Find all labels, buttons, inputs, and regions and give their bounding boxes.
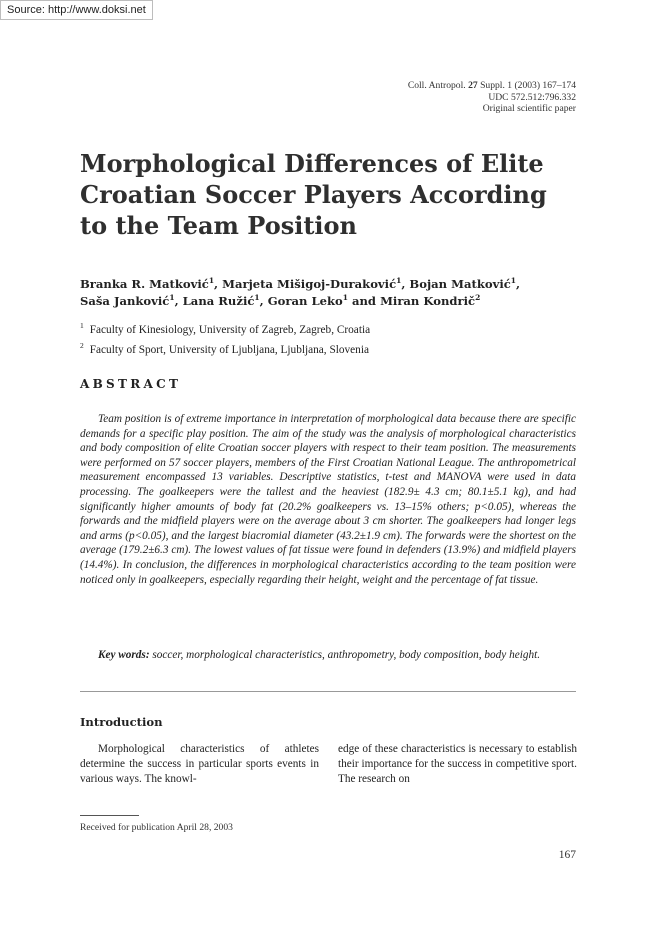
author-separator: , bbox=[401, 277, 410, 291]
affiliation-marker: 2 bbox=[475, 293, 481, 303]
udc-code: UDC 572.512:796.332 bbox=[488, 91, 576, 103]
author-separator: , bbox=[174, 294, 183, 308]
affiliation-text: Faculty of Sport, University of Ljubljana, Ljubljana, Slovenia bbox=[89, 344, 369, 357]
affiliation-marker: 1 bbox=[208, 276, 215, 286]
keywords bbox=[80, 648, 576, 663]
keywords-label: Key words: bbox=[98, 649, 150, 661]
affiliation-text: Faculty of Kinesiology, University of Zagreb, Zagreb, Croatia bbox=[89, 323, 371, 336]
author-name: Goran Leko bbox=[267, 294, 343, 308]
section-divider bbox=[80, 691, 576, 692]
author-separator: , bbox=[259, 294, 268, 308]
author-separator: , bbox=[516, 277, 521, 291]
affiliation-marker: 1 bbox=[342, 293, 348, 303]
citation-line: Coll. Antropol. 27 Suppl. 1 (2003) 167–174 bbox=[407, 80, 576, 91]
abstract-heading: ABSTRACT bbox=[80, 377, 182, 391]
author-name: Saša Janković bbox=[80, 294, 170, 308]
affiliation-list bbox=[80, 318, 580, 359]
author-separator: , bbox=[214, 277, 223, 291]
abstract-text: Team position is of extreme importance in interpretation of morphological data because there are specific demands for a specific play position. The aim of the study was the analysis of morphological characteristics and body composition of elite Croatian soccer players with respect to their team position. The measurements were performed on 57 soccer players, members of the First Croatian National League. The anthropometrical measurement encompassed 13 variables. Descriptive statistics, t-test and MANOVA were used in data processing. The goalkeepers were the tallest and the heaviest (182.9± 4.3 cm; 80.1±5.1 kg), and had significantly higher amounts of body fat (20.2% goalkeepers vs. 13–15% others; p<0.05), whereas the forwards and the midfield players were on the average about 3 cm shorter. The goalkeepers had longer legs and arms (p<0.05), and the largest biacromial diameter (43.2±1.9 cm). The forwards were the shortest on the average (179.2±6.3 cm). The lowest values of fat tissue were found in defenders (13.9%) and midfield players (14.4%). In conclusion, the differences in morphological characteristics according to the team position were noticed only in goalkeepers, especially regarding their height, weight and the percentage of fat tissue. bbox=[80, 413, 576, 586]
affiliation-item bbox=[80, 338, 580, 358]
author-name: Lana Ružić bbox=[182, 294, 255, 308]
paper-type: Original scientific paper bbox=[482, 103, 576, 115]
footnote-divider bbox=[80, 815, 139, 816]
affiliation-marker: 1 bbox=[396, 276, 402, 286]
author-name: Marjeta Mišigoj-Duraković bbox=[222, 277, 397, 291]
intro-column-right: edge of these characteristics is necessary to establish their importance for the success in competitive sport. The research on bbox=[338, 743, 577, 785]
journal-citation bbox=[316, 80, 576, 115]
received-date: Received for publication April 28, 2003 bbox=[80, 822, 233, 833]
author-separator: and bbox=[347, 294, 381, 308]
author-name: Miran Kondrič bbox=[380, 294, 476, 308]
affiliation-number: 2 bbox=[80, 341, 84, 351]
introduction-heading: Introduction bbox=[80, 715, 163, 729]
page-number: 167 bbox=[558, 849, 576, 861]
source-label: Source: http://www.doksi.net bbox=[0, 0, 153, 20]
keywords-text: soccer, morphological characteristics, anthropometry, body composition, body height. bbox=[152, 649, 541, 661]
intro-column-left: Morphological characteristics of athletes determine the success in particular sports events in various ways. The knowl- bbox=[80, 743, 319, 785]
author-name: Branka R. Matković bbox=[80, 277, 209, 291]
affiliation-marker: 1 bbox=[169, 293, 175, 303]
affiliation-number: 1 bbox=[80, 321, 84, 330]
affiliation-item bbox=[80, 318, 580, 338]
affiliation-marker: 1 bbox=[510, 276, 517, 286]
paper-title: Morphological Differences of Elite Croatian Soccer Players According to the Team Position bbox=[80, 149, 547, 240]
affiliation-marker: 1 bbox=[254, 293, 260, 303]
volume-number: 27 bbox=[468, 80, 478, 91]
author-name: Bojan Matković bbox=[409, 277, 511, 291]
author-list bbox=[80, 276, 580, 310]
